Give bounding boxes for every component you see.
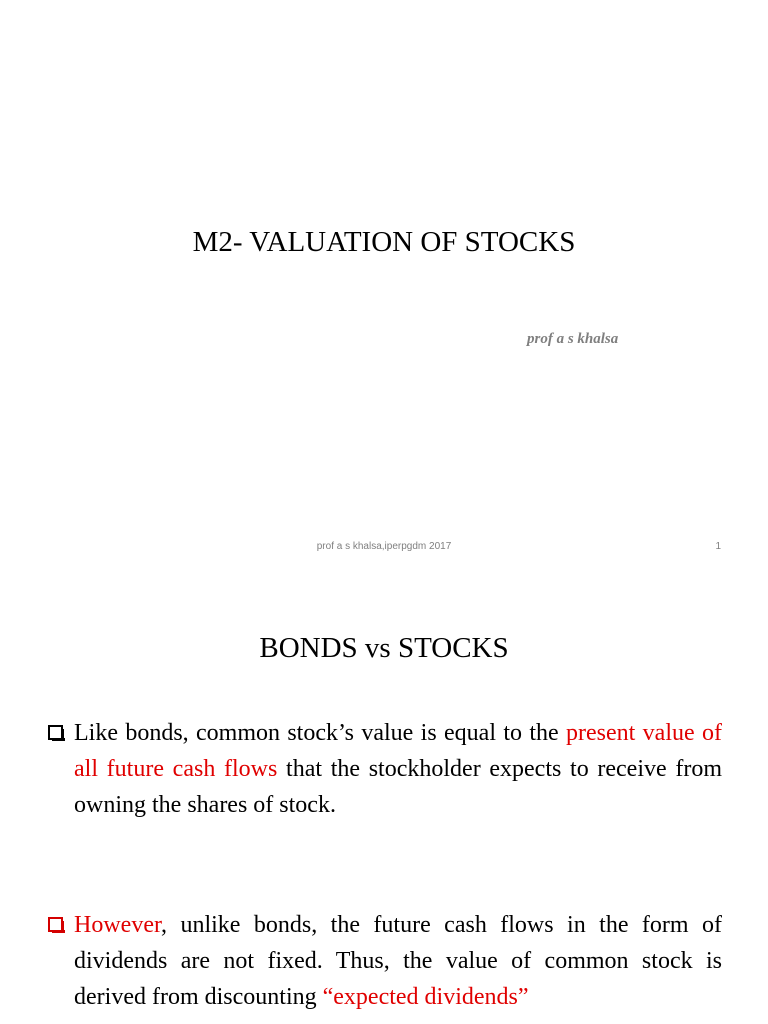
author-name: prof a s khalsa: [527, 331, 619, 347]
slide-title: BONDS vs STOCKS: [259, 632, 509, 664]
bullet-text-part: that the stockholder expects to receive from owning the shares of stock.: [74, 756, 722, 818]
highlighted-text: present value of all future cash flows: [74, 720, 722, 782]
hollow-square-bullet-icon: [48, 917, 63, 932]
bullet-text: [48, 715, 722, 823]
slide-footer: prof a s khalsa,iperpgdm 2017: [316, 541, 452, 552]
slide-2: [0, 572, 768, 1024]
slide-title: M2- VALUATION OF STOCKS: [192, 226, 576, 258]
highlighted-text: However: [74, 912, 161, 938]
bullet-item: [48, 715, 722, 823]
bullet-text-part: , unlike bonds, the future cash flows in the form of dividends are not fixed. Thus, the value of common stock is derived from discounting: [74, 912, 722, 1010]
hollow-square-bullet-icon: [48, 725, 63, 740]
page-number: 1: [715, 541, 721, 552]
highlighted-text: “expected dividends”: [322, 984, 529, 1010]
bullet-item: [48, 907, 722, 1015]
bullet-text-part: Like bonds, common stock’s value is equal to the: [74, 720, 567, 746]
bullet-text: [48, 907, 722, 1015]
